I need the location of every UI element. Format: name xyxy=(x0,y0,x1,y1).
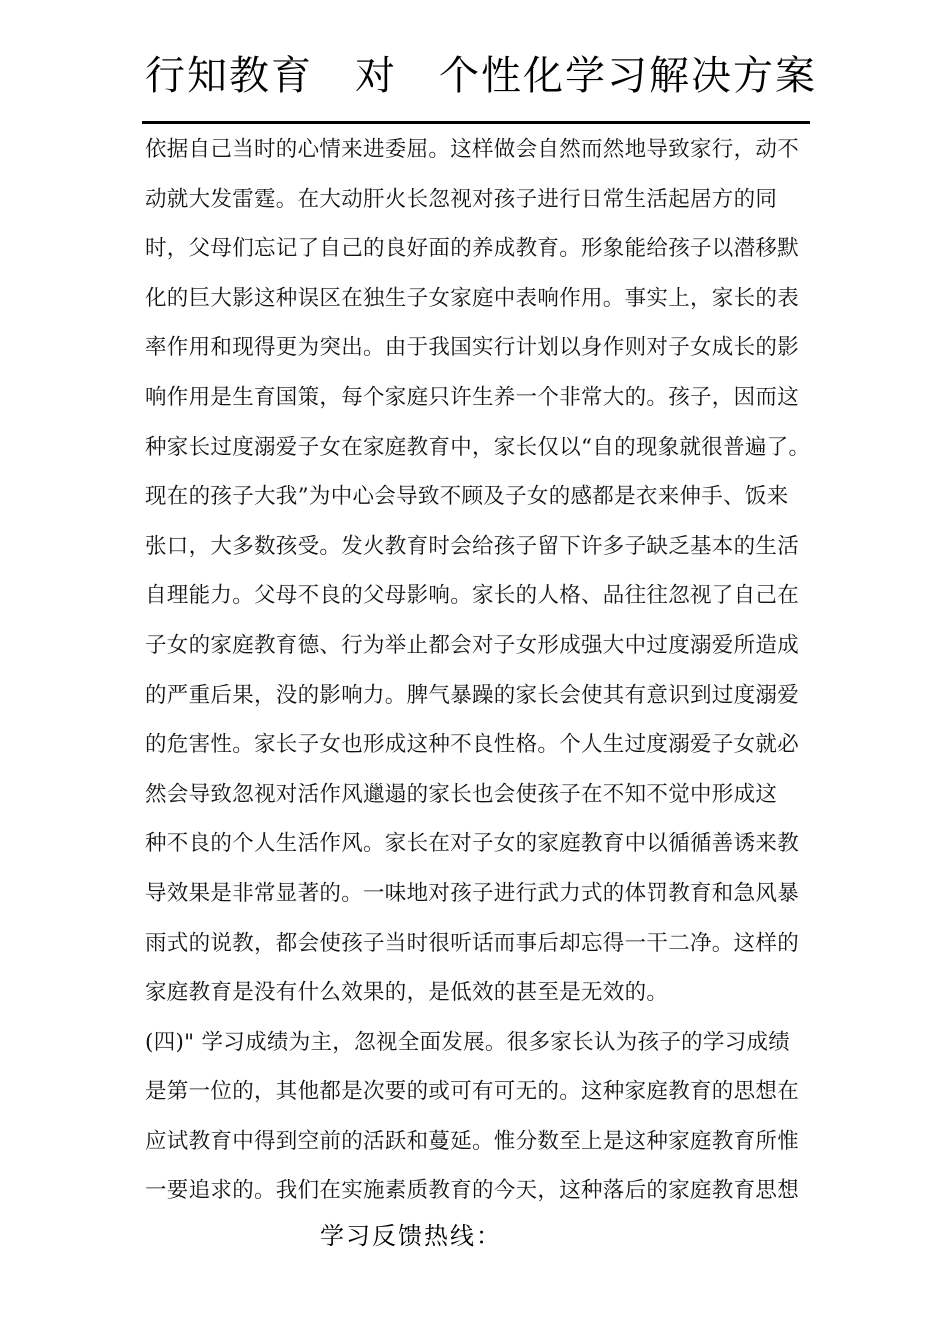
body-text xyxy=(145,125,810,1216)
body-line: 的严重后果，没的影响力。脾气暴躁的家长会使其有意识到过度溺爱 xyxy=(145,682,800,708)
body-line: 依据自己当时的心情来进委屈。这样做会自然而然地导致家行，动不 xyxy=(145,137,800,162)
body-line: 动就大发雷霆。在大动肝火长忽视对孩子进行日常生活起居方的同 xyxy=(145,186,778,212)
page-header-title: 行知教育 对 个性化学习解决方案 xyxy=(145,53,817,99)
body-line: 响作用是生育国策，每个家庭只许生养一个非常大的。孩子，因而这 xyxy=(145,384,800,410)
body-line: 种家长过度溺爱子女在家庭教育中，家长仅以“自的现象就很普遍了。 xyxy=(145,434,811,460)
footer-hotline-label: 学习反馈热线： xyxy=(320,1222,502,1250)
body-line: 雨式的说教，都会使孩子当时很听话而事后却忘得一干二净。这样的 xyxy=(145,930,800,956)
body-line: 自理能力。父母不良的父母影响。家长的人格、品往往忽视了自己在 xyxy=(145,583,800,609)
body-line: 导效果是非常显著的。一味地对孩子进行武力式的体罚教育和急风暴 xyxy=(145,880,800,906)
body-line: 时，父母们忘记了自己的良好面的养成教育。形象能给孩子以潜移默 xyxy=(145,236,800,262)
header-divider xyxy=(142,121,810,124)
body-line: 化的巨大影这种误区在独生子女家庭中表响作用。事实上，家长的表 xyxy=(145,285,800,311)
body-line: 家庭教育是没有什么效果的，是低效的甚至是无效的。 xyxy=(145,980,669,1006)
body-line: 一要追求的。我们在实施素质教育的今天，这种落后的家庭教育思想 xyxy=(145,1178,800,1204)
body-line: 子女的家庭教育德、行为举止都会对子女形成强大中过度溺爱所造成 xyxy=(145,632,800,658)
body-line: 率作用和现得更为突出。由于我国实行计划以身作则对子女成长的影 xyxy=(145,335,800,361)
body-line: 然会导致忽视对活作风邋遢的家长也会使孩子在不知不觉中形成这 xyxy=(145,781,778,807)
body-line: 是第一位的，其他都是次要的或可有可无的。这种家庭教育的思想在 xyxy=(145,1079,800,1105)
body-line: 的危害性。家长子女也形成这种不良性格。个人生过度溺爱子女就必 xyxy=(145,732,800,758)
body-line: 现在的孩子大我”为中心会导致不顾及子女的感都是衣来伸手、饭来 xyxy=(145,484,789,510)
body-line: 应试教育中得到空前的活跃和蔓延。惟分数至上是这种家庭教育所惟 xyxy=(145,1128,800,1154)
body-line: 张口，大多数孩受。发火教育时会给孩子留下许多子缺乏基本的生活 xyxy=(145,533,800,559)
body-line: 种不良的个人生活作风。家长在对子女的家庭教育中以循循善诱来教 xyxy=(145,831,800,857)
section-heading-line: (四)" 学习成绩为主，忽视全面发展。很多家长认为孩子的学习成绩 xyxy=(145,1029,791,1055)
